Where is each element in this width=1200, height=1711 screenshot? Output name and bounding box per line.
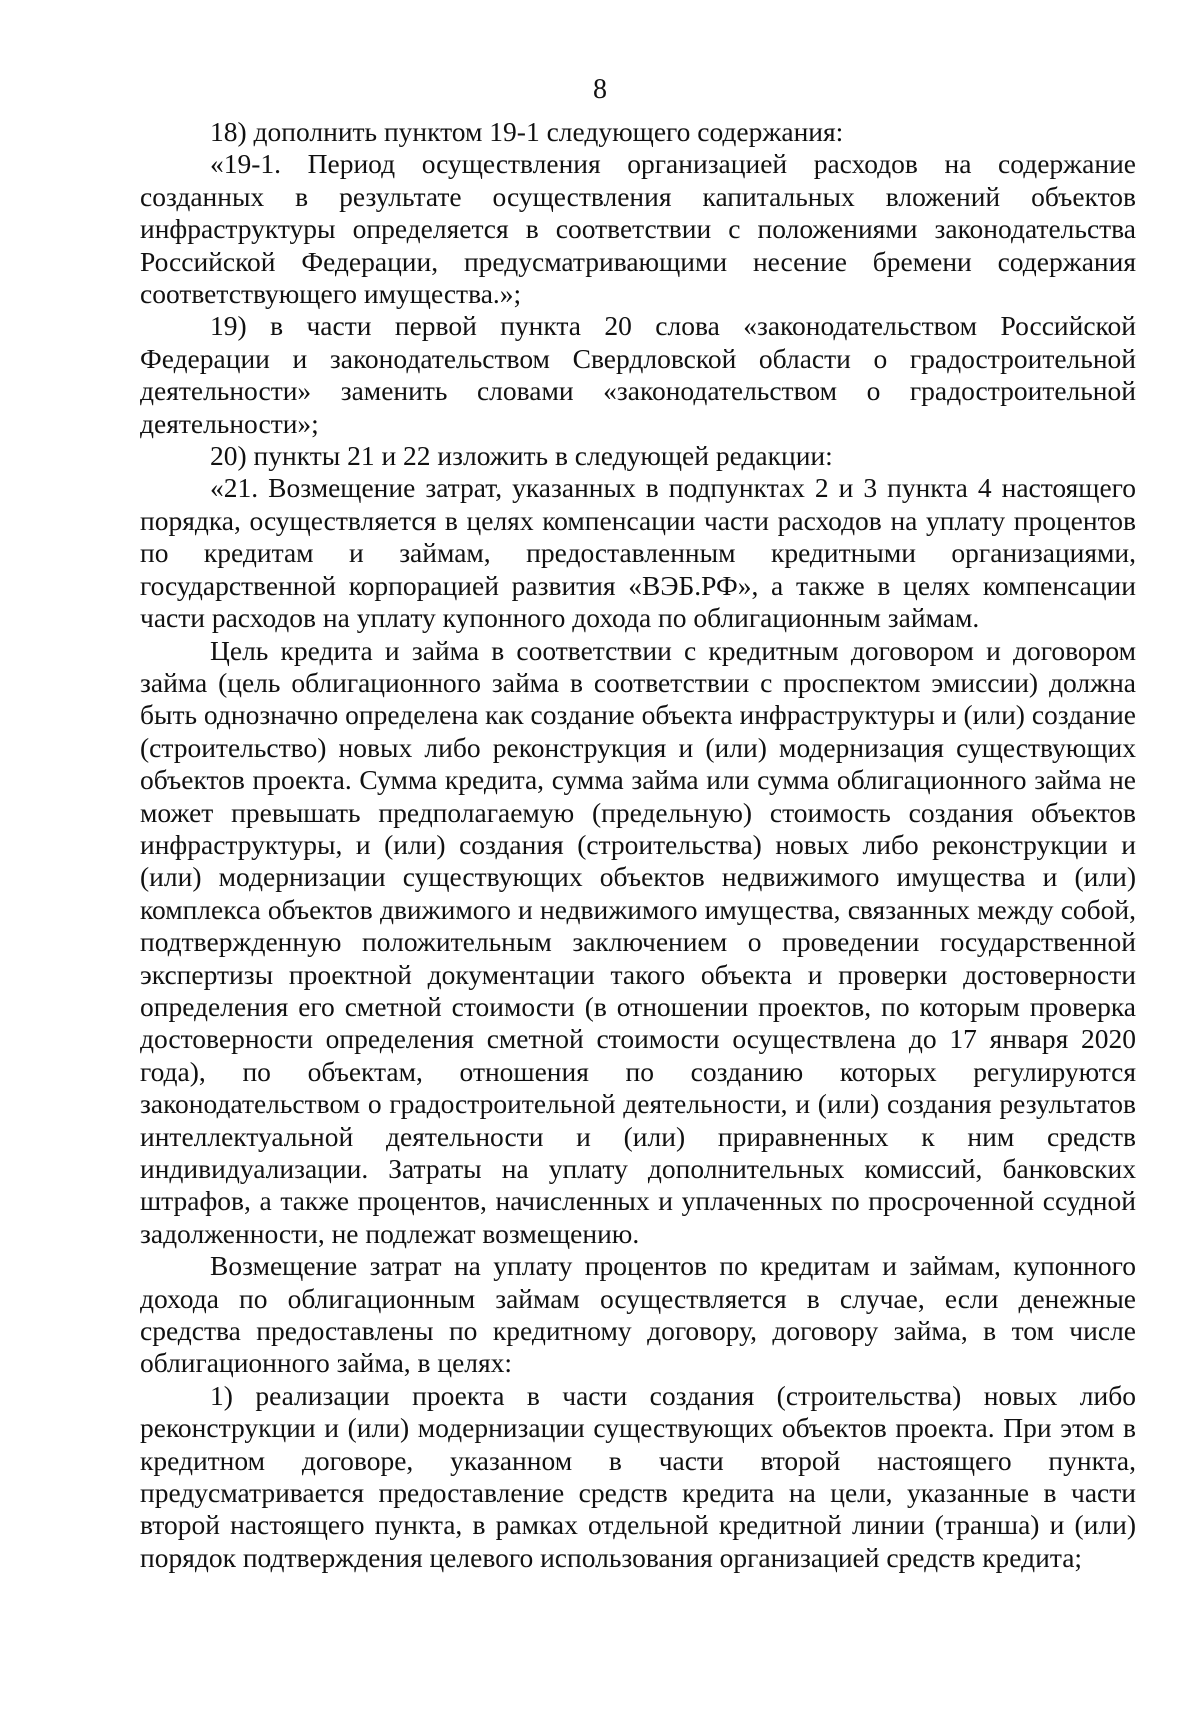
paragraph-loan-purpose: Цель кредита и займа в соответствии с кредитным договором и договором займа (цель облигационного займа в соответствии с проспектом эмиссии) должна быть однозначно определена как создание объекта инфраструктуры и (или) создание (строительство) новых либо реконструкция и (или) модернизация существующих объектов проекта. Сумма кредита, сумма займа или сумма облигационного займа не может превышать предполагаемую (предельную) стоимость создания объектов инфраструктуры, и (или) создания (строительства) новых либо реконструкции и (или) модернизации существующих объектов недвижимого имущества и (или) комплекса объектов движимого и недвижимого имущества, связанных между собой, подтвержденную положительным заключением о проведении государственной экспертизы проектной документации такого объекта и проверки достоверности определения его сметной стоимости (в отношении проектов, по которым проверка достоверности определения сметной стоимости осуществлена до 17 января 2020 года), по объектам, отношения по созданию которых регулируются законодательством о градостроительной деятельности, и (или) создания результатов интеллектуальной деятельности и (или) приравненных к ним средств индивидуализации. Затраты на уплату дополнительных комиссий, банковских штрафов, а также процентов, начисленных и уплаченных по просроченной ссудной задолженности, не подлежат возмещению. <box>140 634 1137 1249</box>
paragraph-reimbursement-conditions: Возмещение затрат на уплату процентов по кредитам и займам, купонного дохода по облигационным займам осуществляется в случае, если денежные средства предоставлены по кредитному договору, договору займа, в том числе облигационного займа, в целях: <box>140 1250 1136 1379</box>
paragraph-item-19: 19) в части первой пункта 20 слова «законодательством Российской Федерации и законодательством Свердловской области о градостроительной деятельности» заменить словами «законодательством о градостроительной деятельности»; <box>140 310 1136 439</box>
paragraph-clause-21: «21. Возмещение затрат, указанных в подпунктах 2 и 3 пункта 4 настоящего порядка, осуществляется в целях компенсации части расходов на уплату процентов по кредитам и займам, предоставленным кредитными организациями, государственной корпорацией развития «ВЭБ.РФ», а также в целях компенсации части расходов на уплату купонного дохода по облигационным займам. <box>140 472 1136 634</box>
paragraph-item-18: 18) дополнить пунктом 19-1 следующего содержания: <box>210 116 844 147</box>
document-body <box>140 116 1136 1574</box>
page-number: 8 <box>593 74 607 105</box>
paragraph-subitem-1: 1) реализации проекта в части создания (строительства) новых либо реконструкции и (или) модернизации существующих объектов проекта. При этом в кредитном договоре, указанном в части второй настоящего пункта, предусматривается предоставление средств кредита на цели, указанные в части второй настоящего пункта, в рамках отдельной кредитной линии (транша) и (или) порядок подтверждения целевого использования организацией средств кредита; <box>140 1379 1136 1573</box>
paragraph-item-20: 20) пункты 21 и 22 изложить в следующей редакции: <box>210 440 833 472</box>
paragraph-item-19-1-text: «19-1. Период осуществления организацией расходов на содержание созданных в результате осуществления капитальных вложений объектов инфраструктуры определяется в соответствии с положениями законодательства Российской Федерации, предусматривающими несение бремени содержания соответствующего имущества.»; <box>140 148 1136 310</box>
